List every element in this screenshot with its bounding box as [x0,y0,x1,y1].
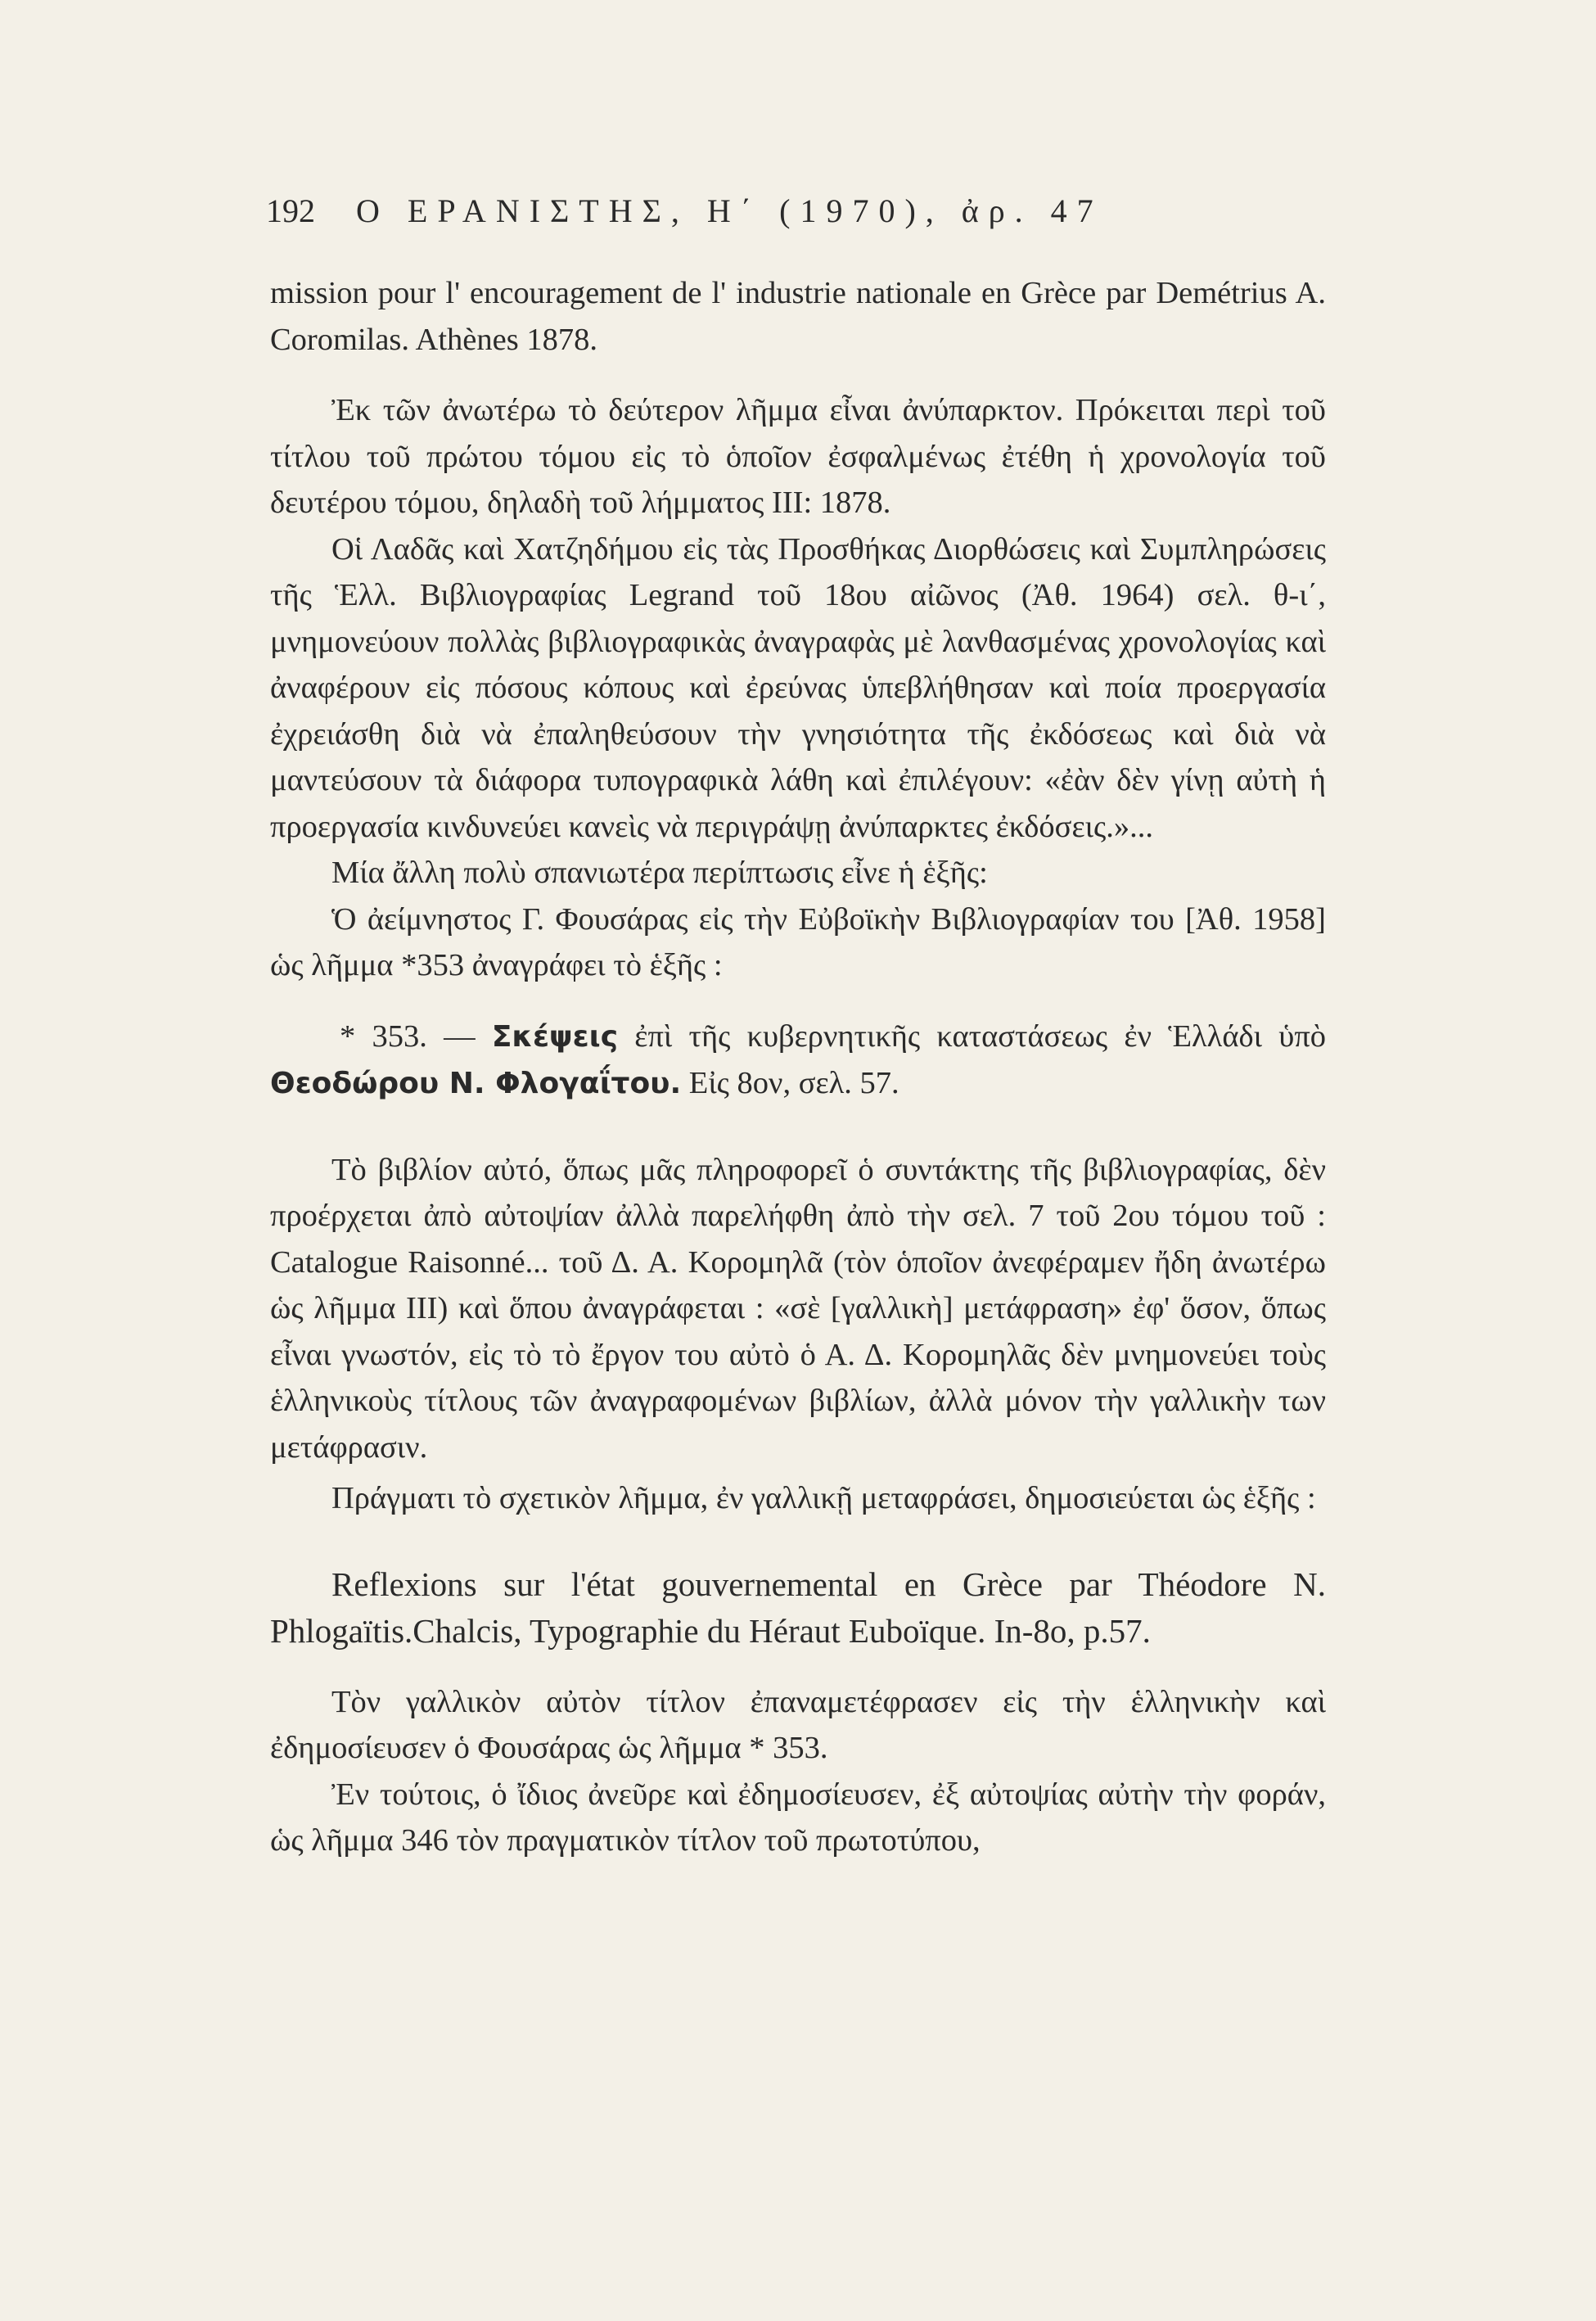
paragraph: Ἐν τούτοις, ὁ ἴδιος ἀνεῦρε καὶ ἐδημοσίευσεν, ἐξ αὐτοψίας αὐτὴν τὴν φοράν, ὡς λῆμμα 346 τὸν πραγματικὸν τίτλον τοῦ πρωτοτύπου, [270,1777,1326,1858]
running-header [266,187,1330,236]
bibliography-entry [270,1014,1326,1108]
paragraph: Τὸν γαλλικὸν αὐτὸν τίτλον ἐπαναμετέφρασεν εἰς τὴν ἑλληνικὴν καὶ ἐδημοσίευσεν ὁ Φουσάρας ὡς λῆμμα * 353. [270,1684,1326,1765]
body-text [270,270,1326,1864]
french-title-quote: Reflexions sur l'état gouvernemental en Grèce par Théodore N. Phlogaïtis.Chalcis, Typographie du Héraut Euboïque. In-8o, p.57. [270,1565,1326,1650]
paragraph: Οἱ Λαδᾶς καὶ Χατζηδήμου εἰς τὰς Προσθήκας Διορθώσεις καὶ Συμπληρώσεις τῆς Ἑλλ. Βιβλιογραφίας Legrand τοῦ 18ου αἰῶνος (Ἀθ. 1964) σελ. θ-ι΄, μνημονεύουν πολλὰς βιβλιογραφικὰς ἀναγραφὰς μὲ λανθασμένας χρονολογίας καὶ ἀναφέρουν εἰς πόσους κόπους καὶ ἐρεύνας ὑπεβλήθησαν καὶ ποία προεργασία ἐχρειάσθη διὰ νὰ ἐπαληθεύσουν τὴν γνησιότητα τῆς ἐκδόσεως καὶ διὰ νὰ μαντεύσουν τὰ διάφορα τυπογραφικὰ λάθη καὶ ἐπιλέγουν: «ἐὰν δὲν γίνῃ αὐτὴ ἡ προεργασία κινδυνεύει κανεὶς νὰ περιγράψῃ ἀνύπαρκτες ἐκδόσεις.»... [270,531,1326,844]
paragraph: Ἐκ τῶν ἀνωτέρω τὸ δεύτερον λῆμμα εἶναι ἀνύπαρκτον. Πρόκειται περὶ τοῦ τίτλου τοῦ πρώτου τόμου εἰς τὸ ὁποῖον ἐσφαλμένως ἐτέθη ἡ χρονολογία τοῦ δευτέρου τόμου, δηλαδὴ τοῦ λήμματος III: 1878. [270,393,1326,520]
entry-number: * 353. — [340,1018,492,1054]
entry-format: Εἰς 8ον, σελ. 57. [681,1066,899,1100]
paragraph: Τὸ βιβλίον αὐτό, ὅπως μᾶς πληροφορεῖ ὁ συντάκτης τῆς βιβλιογραφίας, δὲν προέρχεται ἀπὸ αὐτοψίαν ἀλλὰ παρελήφθη ἀπὸ τὴν σελ. 7 τοῦ 2ου τόμου τοῦ : Catalogue Raisonné... τοῦ Δ. Α. Κορομηλᾶ (τὸν ὁποῖον ἀνεφέραμεν ἤδη ἀνωτέρω ὡς λῆμμα III) καὶ ὅπου ἀναγράφεται : «σὲ [γαλλικὴ] μετάφραση» ἐφ' ὅσον, ὅπως εἶναι γνωστόν, εἰς τὸ τὸ ἔργον του αὐτὸ ὁ Α. Δ. Κορομηλᾶς δὲν μνημονεύει τοὺς ἑλληνικοὺς τίτλους τῶν ἀναγραφομένων βιβλίων, ἀλλὰ μόνον τὴν γαλλικὴν των μετάφρασιν. [270,1152,1326,1465]
paragraph: Μία ἄλλη πολὺ σπανιωτέρα περίπτωσις εἶνε ἡ ἑξῆς: [331,856,988,890]
entry-author: Θεοδώρου Ν. Φλογαΐτου. [270,1067,682,1100]
paragraph: Πράγματι τὸ σχετικὸν λῆμμα, ἐν γαλλικῇ μεταφράσει, δημοσιεύεται ὡς ἑξῆς : [331,1481,1316,1515]
page-number: 192 [266,192,315,229]
journal-title: Ο ΕΡΑΝΙΣΤΗΣ, Η΄ (1970), ἀρ. 47 [356,192,1103,229]
paragraph-continuation: mission pour l' encouragement de l' industrie nationale en Grèce par Demétrius A. Coromilas. Athènes 1878. [270,276,1326,357]
entry-text: ἐπὶ τῆς κυβερνητικῆς καταστάσεως ἐν Ἑλλάδι ὑπὸ [618,1018,1327,1054]
paragraph: Ὁ ἀείμνηστος Γ. Φουσάρας εἰς τὴν Εὐβοϊκὴν Βιβλιογραφίαν του [Ἀθ. 1958] ὡς λῆμμα *353 ἀναγράφει τὸ ἑξῆς : [270,901,1326,982]
entry-title: Σκέψεις [491,1019,619,1054]
